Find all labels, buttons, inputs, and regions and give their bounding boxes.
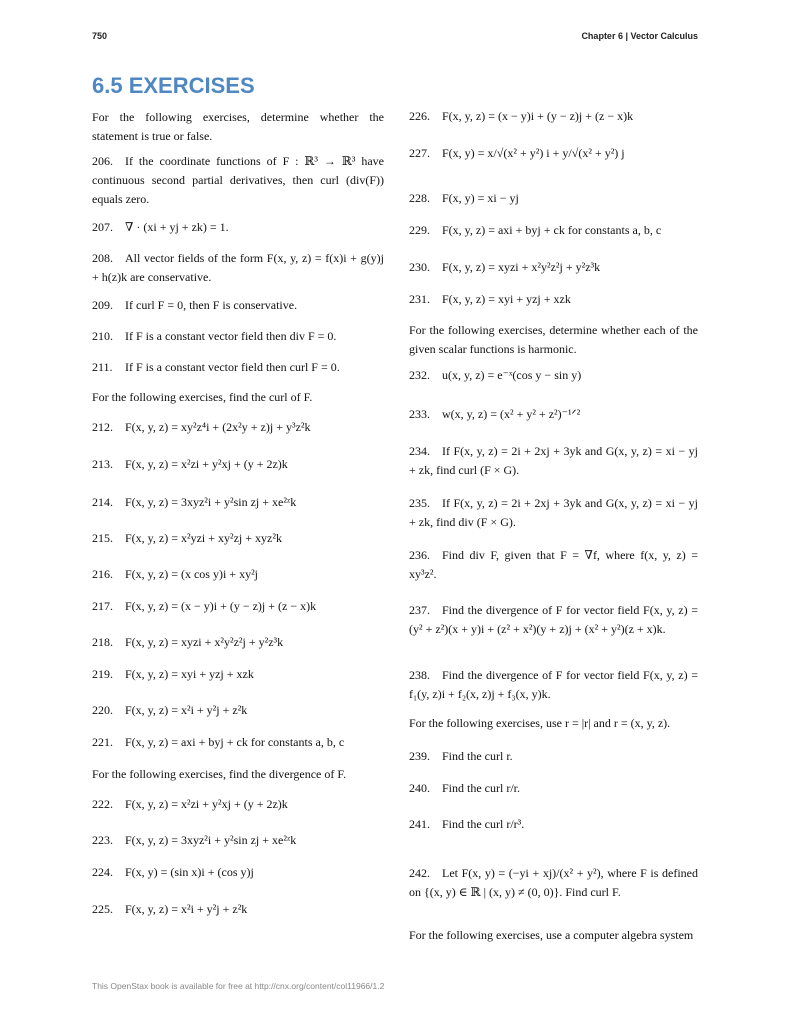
exercise-item xyxy=(409,815,698,834)
exercise-item xyxy=(92,529,384,548)
exercise-item xyxy=(92,418,384,437)
exercise-number: 229. xyxy=(409,223,430,237)
exercise-number: 213. xyxy=(92,457,113,471)
exercise-item xyxy=(409,221,698,240)
instruction-text xyxy=(409,714,698,733)
exercise-item xyxy=(92,493,384,512)
instruction-text xyxy=(409,926,698,945)
exercise-text: If the coordinate functions of F : ℝ³ → ℝ³ have continuous second partial derivatives, then curl (div(F)) equals zero. xyxy=(92,154,384,206)
exercise-text: ∇ · (xi + yj + zk) = 1. xyxy=(125,220,229,234)
exercise-item xyxy=(409,546,698,584)
instruction-body: For the following exercises, use a computer algebra system xyxy=(409,928,694,942)
instruction-text xyxy=(92,765,384,784)
instruction-body: For the following exercises, find the divergence of F. xyxy=(92,767,347,781)
exercise-text: Find div F, given that F = ∇f, where f(x, y, z) = xy³z². xyxy=(409,548,698,581)
exercise-number: 209. xyxy=(92,298,113,312)
exercise-number: 237. xyxy=(409,603,430,617)
exercise-text: All vector fields of the form F(x, y, z) = f(x)i + g(y)j + h(z)k are conservative. xyxy=(92,251,384,284)
exercise-text: u(x, y, z) = e⁻ˣ(cos y − sin y) xyxy=(442,368,582,382)
exercise-number: 228. xyxy=(409,191,430,205)
exercise-text: F(x, y) = xi − yj xyxy=(442,191,519,205)
exercise-item xyxy=(92,633,384,652)
exercise-item xyxy=(92,665,384,684)
exercise-number: 240. xyxy=(409,781,430,795)
exercise-item xyxy=(92,249,384,287)
exercise-item xyxy=(409,107,698,126)
exercise-text: F(x, y, z) = xyzi + x²y²z²j + y²z³k xyxy=(125,635,284,649)
exercise-text: F(x, y, z) = x²i + y²j + z²k xyxy=(125,902,248,916)
exercise-item xyxy=(92,218,384,237)
exercise-text: F(x, y, z) = axi + byj + ck for constants a, b, c xyxy=(442,223,662,237)
exercise-text: F(x, y) = (sin x)i + (cos y)j xyxy=(125,865,254,879)
page-number: 750 xyxy=(92,31,108,41)
exercise-number: 217. xyxy=(92,599,113,613)
exercise-text: Find the curl r/r. xyxy=(442,781,520,795)
exercise-text: Find the curl r. xyxy=(442,749,513,763)
exercise-number: 218. xyxy=(92,635,113,649)
exercise-text: F(x, y) = x/√(x² + y²) i + y/√(x² + y²) j xyxy=(442,146,625,160)
exercise-text: F(x, y, z) = xyi + yzj + xzk xyxy=(125,667,254,681)
exercise-number: 232. xyxy=(409,368,430,382)
instruction-body: For the following exercises, determine whether the statement is true or false. xyxy=(92,110,384,143)
exercise-text: Find the divergence of F for vector field F(x, y, z) = (y² + z²)(x + y)i + (z² + x²)(y + z)j + (x² + y²)(z + x)k. xyxy=(409,603,698,636)
exercise-text: w(x, y, z) = (x² + y² + z²)⁻¹ᐟ² xyxy=(442,407,581,421)
exercise-text: F(x, y, z) = xyzi + x²y²z²j + y²z³k xyxy=(442,260,601,274)
exercise-item xyxy=(409,290,698,309)
exercise-number: 236. xyxy=(409,548,430,562)
section-title: 6.5 EXERCISES xyxy=(92,73,255,98)
exercise-number: 208. xyxy=(92,251,113,265)
exercise-item xyxy=(409,601,698,639)
exercise-number: 214. xyxy=(92,495,113,509)
chapter-header: Chapter 6 | Vector Calculus xyxy=(581,31,698,41)
exercise-item xyxy=(409,366,698,385)
exercise-item xyxy=(92,733,384,752)
exercise-item xyxy=(92,795,384,814)
exercise-text: F(x, y, z) = 3xyz²i + y²sin zj + xe²ᶻk xyxy=(125,495,297,509)
exercise-text: F(x, y, z) = (x − y)i + (y − z)j + (z − x)k xyxy=(125,599,317,613)
exercise-item xyxy=(409,258,698,277)
exercise-text: Find the curl r/r³. xyxy=(442,817,525,831)
exercise-item xyxy=(409,405,698,424)
exercise-item xyxy=(92,831,384,850)
exercise-item xyxy=(409,747,698,766)
exercise-item xyxy=(409,779,698,798)
exercise-item xyxy=(92,701,384,720)
exercise-item xyxy=(92,597,384,616)
exercise-text: Let F(x, y) = (−yi + xj)/(x² + y²), where F is defined on {(x, y) ∈ ℝ | (x, y) ≠ (0, 0)}. Find curl F. xyxy=(409,866,698,899)
exercise-number: 224. xyxy=(92,865,113,879)
exercise-item xyxy=(409,442,698,480)
exercise-number: 242. xyxy=(409,866,430,880)
exercise-number: 207. xyxy=(92,220,113,234)
exercise-number: 231. xyxy=(409,292,430,306)
exercise-item xyxy=(92,455,384,474)
exercise-text: F(x, y, z) = xyi + yzj + xzk xyxy=(442,292,571,306)
exercise-number: 239. xyxy=(409,749,430,763)
exercise-number: 219. xyxy=(92,667,113,681)
exercise-item xyxy=(409,144,698,163)
instruction-text xyxy=(92,108,384,146)
exercise-item xyxy=(92,565,384,584)
exercise-text: F(x, y, z) = x²zi + y²xj + (y + 2z)k xyxy=(125,797,288,811)
instruction-body: For the following exercises, use r = |r| and r = (x, y, z). xyxy=(409,716,671,730)
exercise-item xyxy=(92,358,384,377)
exercise-text: F(x, y, z) = axi + byj + ck for constants a, b, c xyxy=(125,735,345,749)
exercise-text: Find the divergence of F for vector field F(x, y, z) = f₁(y, z)i + f₂(x, z)j + f₃(x, y)k. xyxy=(409,668,698,701)
exercise-number: 226. xyxy=(409,109,430,123)
exercise-number: 211. xyxy=(92,360,113,374)
exercise-text: F(x, y, z) = x²zi + y²xj + (y + 2z)k xyxy=(125,457,288,471)
instruction-body: For the following exercises, find the curl of F. xyxy=(92,390,313,404)
exercise-number: 206. xyxy=(92,154,113,168)
exercise-number: 223. xyxy=(92,833,113,847)
exercise-number: 234. xyxy=(409,444,430,458)
exercise-text: F(x, y, z) = xy²z⁴i + (2x²y + z)j + y³z²k xyxy=(125,420,311,434)
exercise-text: If F(x, y, z) = 2i + 2xj + 3yk and G(x, y, z) = xi − yj + zk, find div (F × G). xyxy=(409,496,698,529)
exercise-text: F(x, y, z) = (x − y)i + (y − z)j + (z − x)k xyxy=(442,109,634,123)
exercise-text: If F(x, y, z) = 2i + 2xj + 3yk and G(x, y, z) = xi − yj + zk, find curl (F × G). xyxy=(409,444,698,477)
exercise-text: F(x, y, z) = x²i + y²j + z²k xyxy=(125,703,248,717)
footer-note: This OpenStax book is available for free at http://cnx.org/content/col11966/1.2 xyxy=(92,981,385,991)
exercise-text: F(x, y, z) = 3xyz²i + y²sin zj + xe²ᶻk xyxy=(125,833,297,847)
exercise-text: If F is a constant vector field then div F = 0. xyxy=(125,329,337,343)
exercise-number: 227. xyxy=(409,146,430,160)
exercise-number: 220. xyxy=(92,703,113,717)
exercise-item xyxy=(92,327,384,346)
exercise-number: 238. xyxy=(409,668,430,682)
exercise-number: 225. xyxy=(92,902,113,916)
exercise-number: 212. xyxy=(92,420,113,434)
exercise-number: 215. xyxy=(92,531,113,545)
instruction-text xyxy=(92,388,384,407)
exercise-item xyxy=(92,863,384,882)
exercise-text: If F is a constant vector field then curl F = 0. xyxy=(125,360,340,374)
exercise-number: 210. xyxy=(92,329,113,343)
instruction-text xyxy=(409,321,698,359)
exercise-number: 230. xyxy=(409,260,430,274)
exercise-item xyxy=(409,494,698,532)
exercise-item xyxy=(409,666,698,704)
exercise-item xyxy=(92,152,384,209)
exercise-text: If curl F = 0, then F is conservative. xyxy=(125,298,298,312)
exercise-item xyxy=(409,864,698,902)
exercise-number: 216. xyxy=(92,567,113,581)
exercise-number: 221. xyxy=(92,735,113,749)
exercise-number: 222. xyxy=(92,797,113,811)
exercise-item xyxy=(92,900,384,919)
instruction-body: For the following exercises, determine whether each of the given scalar functions is harmonic. xyxy=(409,323,698,356)
exercise-number: 241. xyxy=(409,817,430,831)
exercise-text: F(x, y, z) = (x cos y)i + xy²j xyxy=(125,567,259,581)
exercise-number: 233. xyxy=(409,407,430,421)
exercise-number: 235. xyxy=(409,496,430,510)
exercise-item xyxy=(92,296,384,315)
exercise-item xyxy=(409,189,698,208)
exercise-text: F(x, y, z) = x²yzi + xy²zj + xyz²k xyxy=(125,531,282,545)
